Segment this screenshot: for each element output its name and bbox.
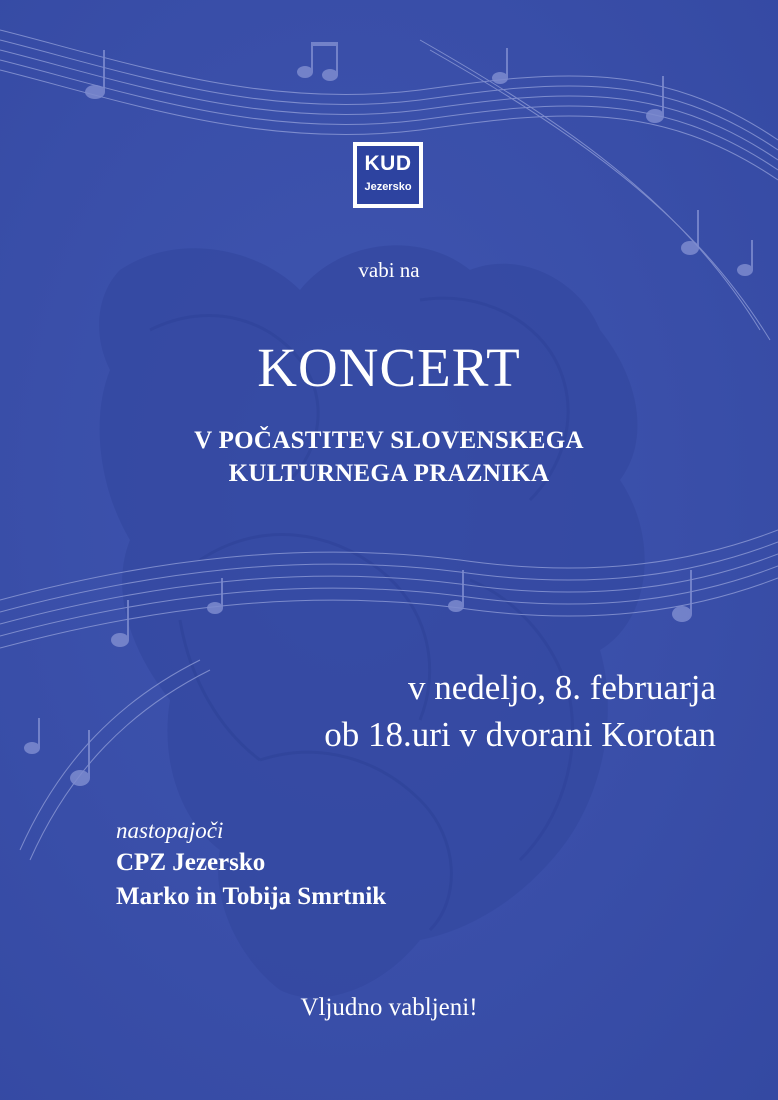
logo-inner (356, 145, 420, 205)
logo-kud-text: KUD (364, 152, 412, 175)
kud-jezersko-logo (353, 142, 423, 208)
closing-text: Vljudno vabljeni! (300, 994, 478, 1021)
performer-item: Marko in Tobija Smrtnik (116, 883, 387, 910)
invite-text: vabi na (358, 258, 420, 282)
performers-block (116, 816, 386, 914)
performer-item: CPZ Jezersko (116, 849, 266, 876)
concert-title: KONCERT (257, 337, 521, 398)
concert-subtitle (0, 424, 778, 490)
subtitle-line-1: V POČASTITEV SLOVENSKEGA (194, 427, 584, 454)
performers-label: nastopajoči (116, 818, 224, 843)
event-details (0, 664, 716, 758)
subtitle-line-2: KULTURNEGA PRAZNIKA (228, 460, 550, 487)
event-time-place: ob 18.uri v dvorani Korotan (324, 715, 716, 754)
event-date: v nedeljo, 8. februarja (407, 668, 716, 707)
logo-jezersko-text: Jezersko (364, 181, 412, 193)
